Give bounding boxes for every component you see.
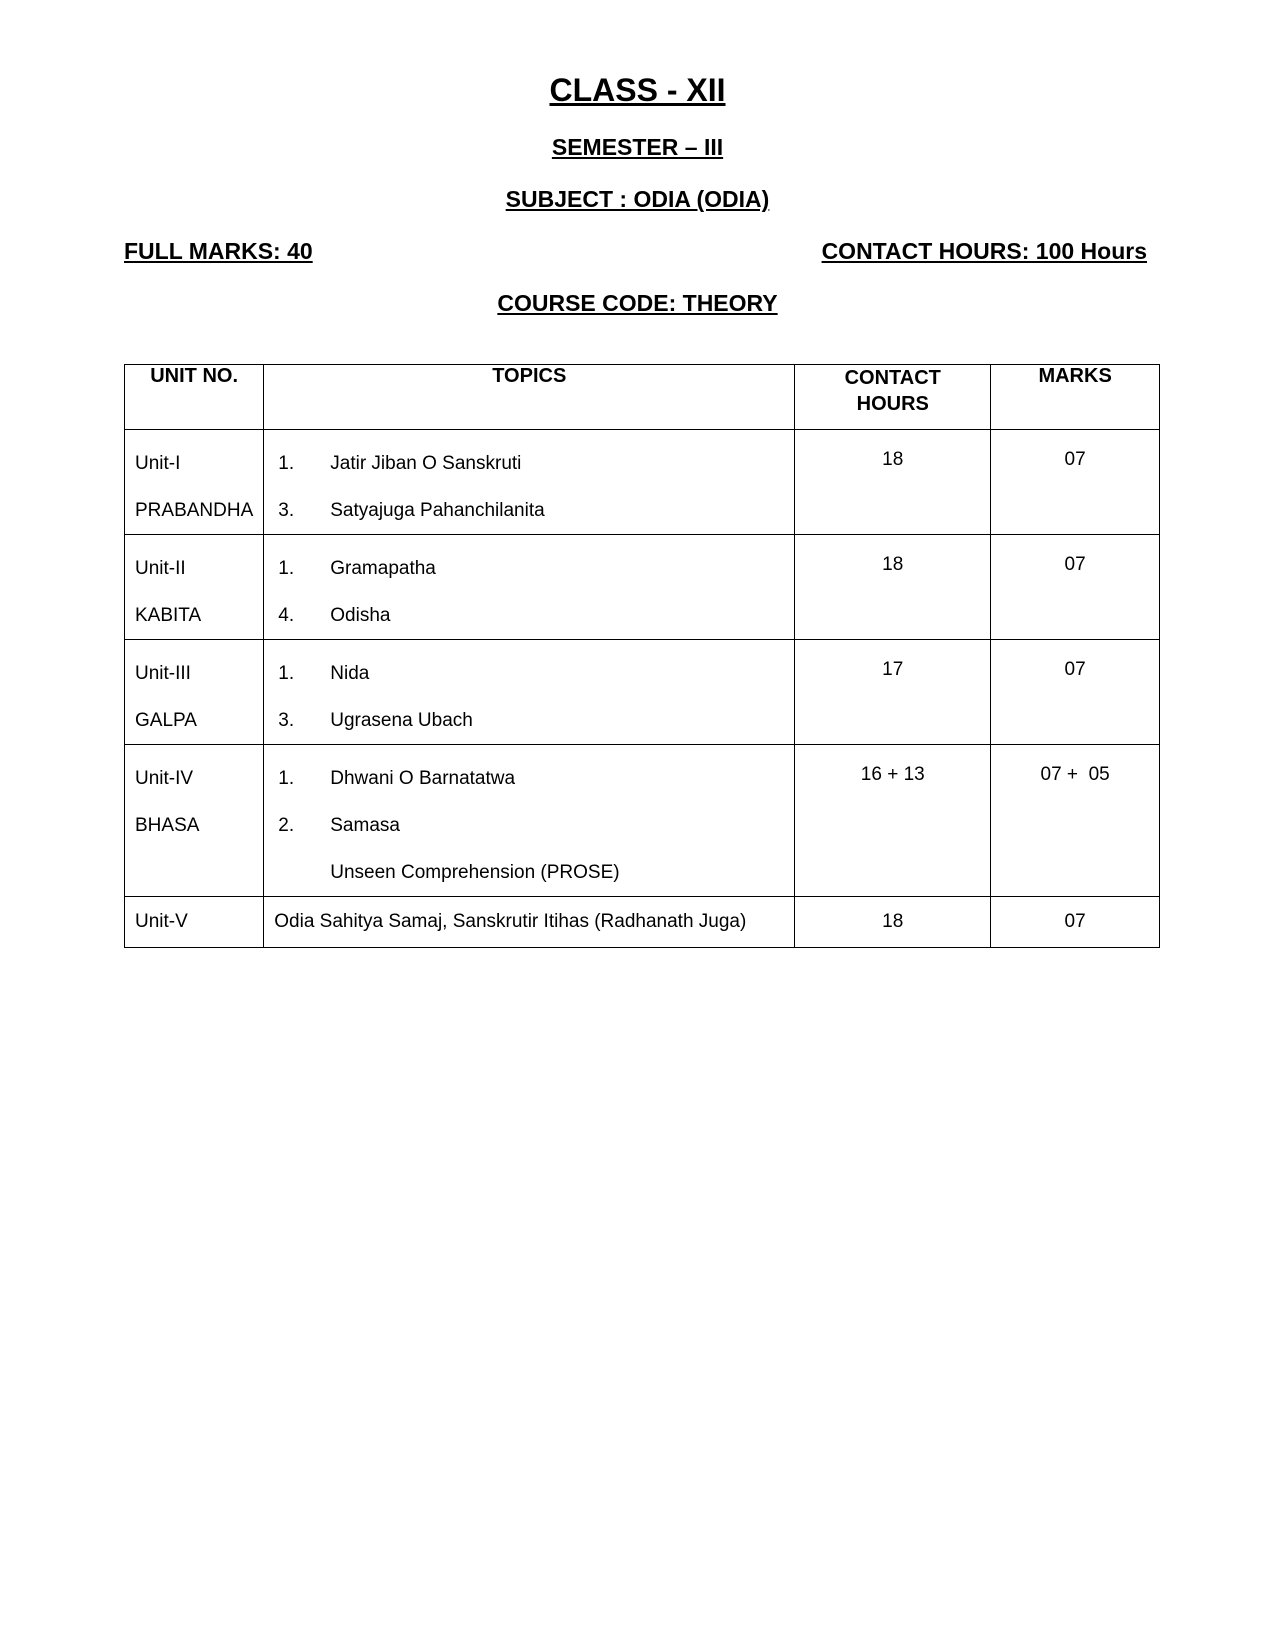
topic-item bbox=[264, 755, 784, 802]
marks-cell bbox=[991, 640, 1160, 745]
unit-category: BHASA bbox=[135, 815, 200, 836]
header-contact-hours-line1: CONTACT bbox=[844, 367, 941, 389]
topic-item bbox=[264, 802, 784, 849]
topics-cell bbox=[264, 640, 795, 745]
topics-cell bbox=[264, 430, 795, 535]
marks-value: 07 bbox=[1064, 554, 1086, 575]
topic-number: 1. bbox=[278, 558, 295, 579]
unit-cell bbox=[125, 430, 264, 535]
unit-category: GALPA bbox=[135, 710, 197, 731]
topic-text: Satyajuga Pahanchilanita bbox=[330, 500, 545, 521]
marks-cell bbox=[991, 745, 1160, 897]
table-row bbox=[125, 640, 1160, 745]
unit-name: Unit-II bbox=[135, 558, 186, 579]
class-title: CLASS - XII bbox=[549, 72, 726, 108]
hours-cell bbox=[795, 430, 991, 535]
topic-number: 1. bbox=[278, 453, 295, 474]
table-row bbox=[125, 535, 1160, 640]
table-row bbox=[125, 897, 1160, 948]
unit-cell bbox=[125, 897, 264, 948]
subject-title: SUBJECT : ODIA (ODIA) bbox=[505, 186, 770, 212]
header-contact-hours bbox=[795, 365, 991, 430]
topic-item bbox=[264, 487, 784, 534]
topic-item bbox=[264, 440, 784, 487]
unit-name: Unit-I bbox=[135, 453, 181, 474]
header-topics: TOPICS bbox=[264, 365, 795, 430]
topic-number bbox=[264, 849, 330, 896]
topic-text: Odisha bbox=[330, 605, 391, 626]
hours-cell bbox=[795, 535, 991, 640]
topic-item bbox=[264, 650, 784, 697]
marks-value: 07 + 05 bbox=[1040, 764, 1110, 785]
topic-item bbox=[264, 592, 784, 639]
unit-cell bbox=[125, 745, 264, 897]
semester-title: SEMESTER – III bbox=[551, 134, 724, 160]
unit-name: Unit-III bbox=[135, 663, 191, 684]
hours-cell bbox=[795, 640, 991, 745]
marks-cell bbox=[991, 430, 1160, 535]
topic-text: Dhwani O Barnatatwa bbox=[330, 768, 516, 789]
topic-number: 4. bbox=[278, 605, 295, 626]
topic-text: Nida bbox=[330, 663, 370, 684]
course-code-title: COURSE CODE: THEORY bbox=[497, 290, 778, 316]
topic-item bbox=[264, 545, 784, 592]
topic-text: Unseen Comprehension (PROSE) bbox=[330, 862, 620, 883]
topic-number: 2. bbox=[278, 815, 295, 836]
table-row bbox=[125, 430, 1160, 535]
marks-value: 07 bbox=[1064, 449, 1086, 470]
unit-name: Unit-IV bbox=[135, 768, 194, 789]
hours-value: 18 bbox=[882, 554, 904, 575]
topic-number: 3. bbox=[278, 710, 295, 731]
table-header-row bbox=[125, 365, 1160, 430]
unit-category: PRABANDHA bbox=[135, 500, 254, 521]
table-row bbox=[125, 745, 1160, 897]
unit-cell bbox=[125, 640, 264, 745]
full-marks-label: FULL MARKS: 40 bbox=[124, 238, 313, 264]
topic-text: Ugrasena Ubach bbox=[330, 710, 473, 731]
marks-value: 07 bbox=[1064, 911, 1086, 932]
hours-value: 17 bbox=[882, 659, 904, 680]
hours-value: 18 bbox=[882, 449, 904, 470]
hours-value: 16 + 13 bbox=[860, 764, 925, 785]
header-unit-no: UNIT NO. bbox=[125, 365, 264, 430]
topic-item bbox=[264, 697, 784, 744]
topic-number: 1. bbox=[278, 768, 295, 789]
unit-cell bbox=[125, 535, 264, 640]
topic-number: 1. bbox=[278, 663, 295, 684]
header-marks: MARKS bbox=[991, 365, 1160, 430]
topic-text: Gramapatha bbox=[330, 558, 436, 579]
unit-name: Unit-V bbox=[135, 911, 188, 932]
hours-cell bbox=[795, 745, 991, 897]
topic-text: Samasa bbox=[330, 815, 400, 836]
topic-item bbox=[264, 849, 784, 896]
unit-category: KABITA bbox=[135, 605, 202, 626]
marks-value: 07 bbox=[1064, 659, 1086, 680]
hours-cell bbox=[795, 897, 991, 948]
topic-text: Jatir Jiban O Sanskruti bbox=[330, 453, 522, 474]
syllabus-table bbox=[124, 364, 1160, 948]
topic-text: Odia Sahitya Samaj, Sanskrutir Itihas (Radhanath Juga) bbox=[274, 911, 747, 932]
hours-value: 18 bbox=[882, 911, 904, 932]
topics-cell bbox=[264, 535, 795, 640]
header-contact-hours-line2: HOURS bbox=[856, 393, 929, 415]
topic-number: 3. bbox=[278, 500, 295, 521]
marks-cell bbox=[991, 897, 1160, 948]
contact-hours-label: CONTACT HOURS: 100 Hours bbox=[821, 238, 1147, 264]
topics-cell bbox=[264, 745, 795, 897]
marks-cell bbox=[991, 535, 1160, 640]
topics-cell bbox=[264, 897, 795, 948]
